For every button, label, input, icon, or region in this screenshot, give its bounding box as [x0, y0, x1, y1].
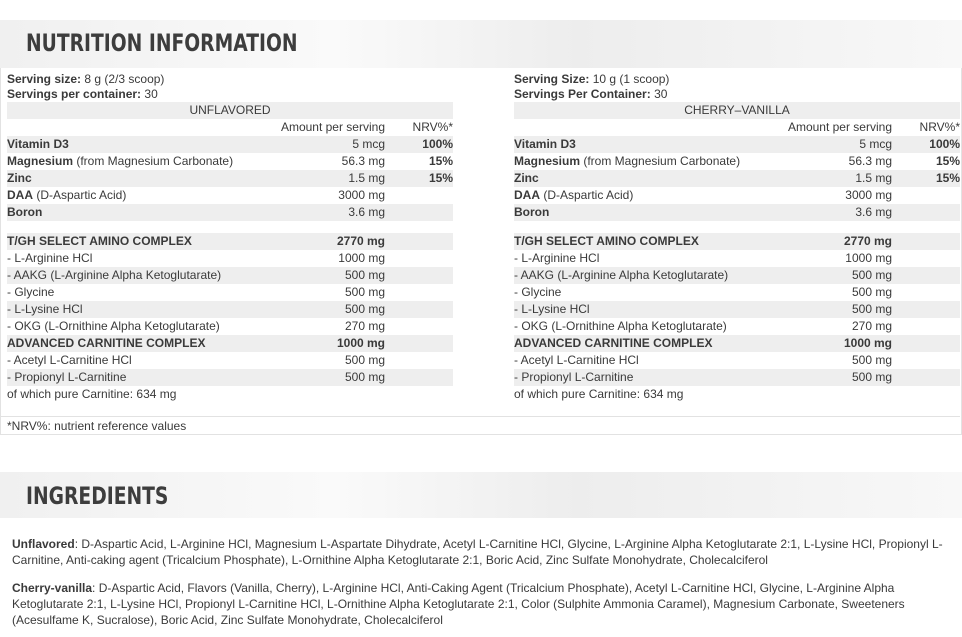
- ingredients-unflavored: [12, 536, 952, 568]
- footnote-divider: [0, 416, 960, 417]
- nutrient-name: [7, 136, 69, 153]
- nutrient-name: [7, 170, 32, 187]
- nutrient-name-note: (D-Aspartic Acid): [540, 188, 634, 202]
- complex-item-name: - AAKG (L-Arginine Alpha Ketoglutarate): [7, 268, 222, 282]
- serving-size-value: 8 g (2/3 scoop): [84, 72, 165, 86]
- complex-item-row: [7, 301, 453, 318]
- column-headers: [7, 119, 453, 136]
- nutrient-row: [7, 153, 453, 170]
- servings-per-container: [514, 87, 960, 102]
- nutrient-amount: 5 mcg: [352, 137, 385, 151]
- nutrition-title: NUTRITION INFORMATION: [26, 29, 298, 57]
- complex-row: [7, 233, 453, 250]
- nutrient-amount: 56.3 mg: [848, 154, 892, 168]
- complex-item-name: - OKG (L-Ornithine Alpha Ketoglutarate): [7, 319, 220, 333]
- complex-item-amount: 500 mg: [851, 302, 892, 316]
- complex-item-amount: 270 mg: [851, 319, 892, 333]
- nutrient-row: [514, 204, 960, 221]
- ingredients-unflavored-text: : D-Aspartic Acid, L-Arginine HCl, Magnesium L-Aspartate Dihydrate, Acetyl L-Carnitine HCl, Glycine, L-Arginine Alpha Ketoglutarate 2:1, L-Lysine HCl, Propionyl L-Carnitine, Anti-caking agent (Tricalcium Phosphate), L-Ornithine Alpha Ketoglutarate 2:1, Boric Acid, Zinc Sulfate Monohydrate, Cholecalciferol: [12, 537, 943, 567]
- complex-item-row: [514, 318, 960, 335]
- nutrition-column-cherry-vanilla: [514, 72, 960, 403]
- nrv-header: NRV%*: [919, 120, 960, 134]
- nutrient-name-main: Boron: [7, 205, 43, 219]
- complex-item-amount: 500 mg: [851, 353, 892, 367]
- complex-item-row: [7, 284, 453, 301]
- nrv-header: NRV%*: [412, 120, 453, 134]
- complex-item-name: - Propionyl L-Carnitine: [514, 370, 634, 384]
- servings-per-container: [7, 87, 453, 102]
- pure-carnitine-text: of which pure Carnitine: 634 mg: [514, 387, 684, 401]
- nutrient-row: [514, 136, 960, 153]
- nutrient-nrv: 15%: [935, 171, 960, 185]
- nutrient-row: [7, 170, 453, 187]
- nutrition-header: [0, 20, 962, 68]
- nutrient-name-main: Zinc: [7, 171, 32, 185]
- complex-item-row: [7, 369, 453, 386]
- complex-item-name: - OKG (L-Ornithine Alpha Ketoglutarate): [514, 319, 727, 333]
- complex-item-name: - L-Arginine HCl: [514, 251, 600, 265]
- nutrient-row: [7, 187, 453, 204]
- complex-row: [7, 335, 453, 352]
- ingredients-cherry-label: Cherry-vanilla: [12, 581, 93, 595]
- nutrient-nrv: 100%: [422, 137, 453, 151]
- nutrient-amount: 1.5 mg: [855, 171, 892, 185]
- complex-item-amount: 500 mg: [851, 370, 892, 384]
- complex-item-amount: 500 mg: [851, 268, 892, 282]
- nutrient-row: [514, 187, 960, 204]
- complex-item-amount: 500 mg: [344, 353, 385, 367]
- complex-item-name: - L-Lysine HCl: [514, 302, 590, 316]
- nutrient-name-main: Vitamin D3: [514, 137, 576, 151]
- complex-item-row: [514, 301, 960, 318]
- nutrient-row: [514, 153, 960, 170]
- serving-size: [7, 72, 453, 87]
- complex-item-row: [7, 250, 453, 267]
- nutrient-nrv: 15%: [428, 154, 453, 168]
- column-headers: [514, 119, 960, 136]
- spacer: [7, 221, 453, 233]
- nutrient-nrv: 100%: [929, 137, 960, 151]
- nutrient-name-main: Vitamin D3: [7, 137, 69, 151]
- complex-name: ADVANCED CARNITINE COMPLEX: [514, 336, 713, 350]
- complex-item-name: - L-Lysine HCl: [7, 302, 83, 316]
- ingredients-cherry-vanilla: [12, 580, 952, 628]
- complex-amount: 1000 mg: [843, 336, 892, 350]
- nutrient-name: [514, 204, 549, 221]
- complex-item-name: - Propionyl L-Carnitine: [7, 370, 127, 384]
- nutrient-name: [514, 153, 740, 170]
- complex-item-row: [7, 267, 453, 284]
- nutrient-name-note: (D-Aspartic Acid): [33, 188, 127, 202]
- servings-value: 30: [654, 87, 668, 101]
- complex-item-amount: 270 mg: [344, 319, 385, 333]
- nutrient-name-note: (from Magnesium Carbonate): [580, 154, 741, 168]
- serving-size-label: Serving Size:: [514, 72, 590, 86]
- nutrient-amount: 3000 mg: [338, 188, 385, 202]
- nutrient-amount: 3.6 mg: [348, 205, 385, 219]
- nutrient-name: [514, 136, 576, 153]
- ingredients-cherry-text: : D-Aspartic Acid, Flavors (Vanilla, Cherry), L-Arginine HCl, Anti-Caking Agent (Tricalcium Phosphate), Acetyl L-Carnitine HCl, Glycine, L-Arginine Alpha Ketoglutarate 2:1, L-Lysine HCl, Propionyl L-Carnitine HCl, L-Ornithine Alpha Ketoglutarate 2:1, Color (Sulphite Ammonia Caramel), Magnesium Carbonate, Sweeteners (Acesulfame K, Sucralose), Boric Acid, Zinc Sulfate Monohydrate, Cholecalciferol: [12, 581, 905, 627]
- complex-amount: 2770 mg: [843, 234, 892, 248]
- complex-item-amount: 500 mg: [344, 302, 385, 316]
- nutrient-name-main: Magnesium: [514, 154, 581, 168]
- complex-item-row: [514, 267, 960, 284]
- complex-item-row: [514, 352, 960, 369]
- serving-size: [514, 72, 960, 87]
- nutrient-name: [514, 170, 539, 187]
- complex-amount: 2770 mg: [336, 234, 385, 248]
- nutrient-name: [514, 187, 633, 204]
- complex-item-name: - Glycine: [7, 285, 55, 299]
- nutrient-name-main: DAA: [7, 188, 33, 202]
- pure-carnitine-row: [7, 386, 453, 403]
- spacer: [514, 221, 960, 233]
- complex-name: T/GH SELECT AMINO COMPLEX: [7, 234, 192, 248]
- nutrient-name: [7, 187, 126, 204]
- complex-item-row: [7, 352, 453, 369]
- servings-label: Servings Per Container:: [514, 87, 651, 101]
- complex-item-amount: 500 mg: [344, 268, 385, 282]
- nutrient-amount: 1.5 mg: [348, 171, 385, 185]
- complex-item-row: [514, 250, 960, 267]
- complex-item-amount: 500 mg: [851, 285, 892, 299]
- complex-item-amount: 500 mg: [344, 285, 385, 299]
- nutrition-column-unflavored: [7, 72, 453, 403]
- complex-item-row: [514, 284, 960, 301]
- complex-row: [514, 233, 960, 250]
- complex-item-row: [514, 369, 960, 386]
- nutrient-nrv: 15%: [428, 171, 453, 185]
- nutrient-amount: 5 mcg: [859, 137, 892, 151]
- nutrient-name-main: DAA: [514, 188, 540, 202]
- complex-name: T/GH SELECT AMINO COMPLEX: [514, 234, 699, 248]
- amount-header: Amount per serving: [280, 120, 385, 134]
- nutrient-name: [7, 153, 233, 170]
- nutrient-name-main: Magnesium: [7, 154, 74, 168]
- nutrient-name: [7, 204, 42, 221]
- servings-label: Servings per container:: [7, 87, 142, 101]
- nutrient-amount: 3000 mg: [845, 188, 892, 202]
- ingredients-title: INGREDIENTS: [26, 482, 169, 510]
- complex-item-name: - L-Arginine HCl: [7, 251, 93, 265]
- serving-size-value: 10 g (1 scoop): [592, 72, 670, 86]
- nutrient-row: [7, 204, 453, 221]
- nutrient-row: [514, 170, 960, 187]
- amount-header: Amount per serving: [787, 120, 892, 134]
- nutrient-row: [7, 136, 453, 153]
- pure-carnitine-text: of which pure Carnitine: 634 mg: [7, 387, 177, 401]
- complex-item-row: [7, 318, 453, 335]
- complex-row: [514, 335, 960, 352]
- nutrient-name-main: Boron: [514, 205, 550, 219]
- complex-item-name: - Glycine: [514, 285, 562, 299]
- flavor-heading: CHERRY–VANILLA: [514, 102, 960, 119]
- nutrient-nrv: 15%: [935, 154, 960, 168]
- serving-size-label: Serving size:: [7, 72, 82, 86]
- nutrient-amount: 3.6 mg: [855, 205, 892, 219]
- nutrient-name-note: (from Magnesium Carbonate): [73, 154, 234, 168]
- ingredients-unflavored-label: Unflavored: [12, 537, 75, 551]
- complex-amount: 1000 mg: [336, 336, 385, 350]
- nutrient-amount: 56.3 mg: [341, 154, 385, 168]
- complex-item-name: - Acetyl L-Carnitine HCl: [7, 353, 132, 367]
- complex-name: ADVANCED CARNITINE COMPLEX: [7, 336, 206, 350]
- complex-item-amount: 500 mg: [344, 370, 385, 384]
- complex-item-name: - Acetyl L-Carnitine HCl: [514, 353, 639, 367]
- ingredients-header: [0, 472, 962, 518]
- servings-value: 30: [144, 87, 158, 101]
- complex-item-name: - AAKG (L-Arginine Alpha Ketoglutarate): [514, 268, 729, 282]
- nrv-footnote: *NRV%: nutrient reference values: [7, 419, 187, 433]
- nutrient-name-main: Zinc: [514, 171, 539, 185]
- flavor-heading: UNFLAVORED: [7, 102, 453, 119]
- complex-item-amount: 1000 mg: [338, 251, 385, 265]
- pure-carnitine-row: [514, 386, 960, 403]
- complex-item-amount: 1000 mg: [845, 251, 892, 265]
